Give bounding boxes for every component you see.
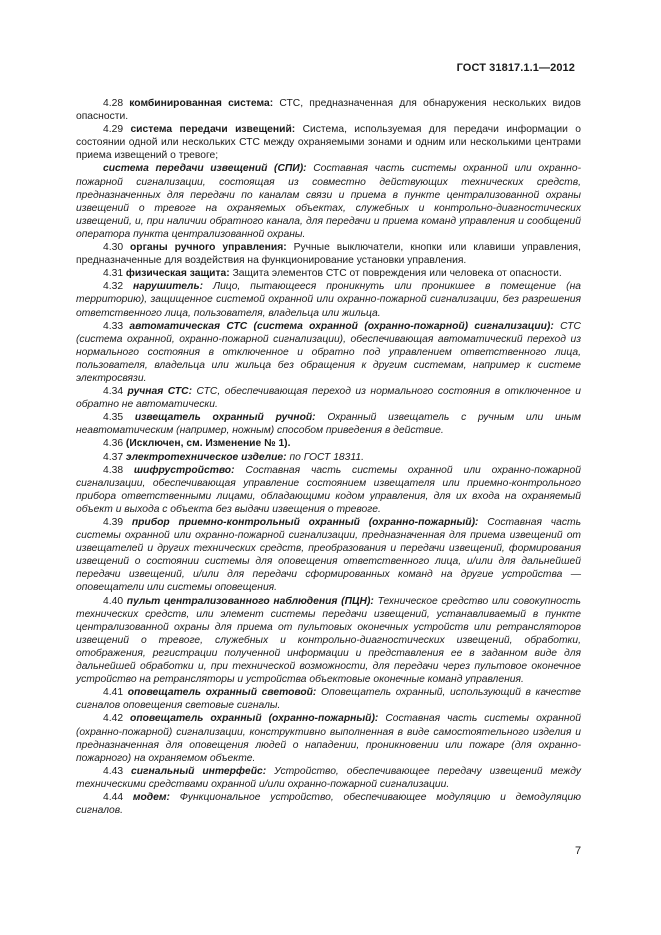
term: шифрустройство: <box>133 464 235 476</box>
term: автоматическая СТС (система охранной (охранно-пожарной) сигнализации): <box>129 320 554 332</box>
clause-number: 4.33 <box>103 320 124 332</box>
definition: по ГОСТ 18311. <box>289 451 364 463</box>
clause-number: 4.31 <box>103 268 124 280</box>
term: нарушитель: <box>133 281 204 293</box>
document-header: ГОСТ 31817.1.1—2012 <box>456 62 575 74</box>
paragraph-4-43 <box>76 765 581 791</box>
document-body <box>76 97 581 817</box>
paragraph-4-38 <box>76 464 581 516</box>
paragraph-4-39 <box>76 516 581 595</box>
definition: Составная часть системы охранной или охранно-пожарной сигнализации, обеспечивающая управление состоянием извещателя или приемно-контрольного прибора ответственными лицами, обладающими кодом управления, для их входа на охраняемый объект и выхода с объекта без выдачи извещения о тревоге. <box>76 464 581 515</box>
definition: Функциональное устройство, обеспечивающее модуляцию и демодуляцию сигналов. <box>76 791 581 817</box>
definition: Устройство, обеспечивающее передачу извещений между техническими средствами охранной и/или охранно-пожарной сигнализации. <box>76 765 581 790</box>
definition: Ручные выключатели, кнопки или клавиши управления, предназначенные для воздействия на функционирование установки управления. <box>76 242 581 267</box>
definition: Защита элементов СТС от повреждения или человека от опасности. <box>232 268 562 280</box>
clause-number: 4.37 <box>103 451 124 463</box>
clause-number: 4.36 <box>103 438 124 450</box>
term: извещатель охранный ручной: <box>134 412 316 424</box>
paragraph-4-40 <box>76 595 581 687</box>
paragraph-4-32 <box>76 280 581 319</box>
definition: СТС, обеспечивающая переход из нормального состояния в отключенное и обратно не автоматически. <box>76 386 581 411</box>
definition: Охранный извещатель с ручным или иным неавтоматическим (например, ножным) способом приведения в действие. <box>76 412 581 437</box>
paragraph-4-37 <box>76 451 581 464</box>
clause-number: 4.28 <box>103 98 124 109</box>
clause-number: 4.43 <box>103 765 124 777</box>
term: органы ручного управления: <box>130 242 287 254</box>
definition: Оповещатель охранный, использующий в качестве сигналов оповещения световые сигналы. <box>76 687 581 712</box>
clause-number: 4.35 <box>103 412 124 424</box>
term: пульт централизованного наблюдения (ПЦН): <box>126 595 374 607</box>
clause-number: 4.41 <box>103 687 124 699</box>
paragraph-4-29 <box>76 123 581 162</box>
definition: Техническое средство или совокупность технических средств, или элемент системы передачи извещений, устанавливаемый в пункте централизованной охраны для приема от пультовых оконечных устройств или ретрансляторов извещений о тревоге, служебных и контрольно-диагностических извещений, обработки, отображения, регистрации полученной информации и представления ее в заданном виде для дальнейшей обработки и, при технической возможности, для передачи через пультовое оконечное устройство на ретрансляторы и устройства объектовые оконечные команд управления. <box>76 595 581 686</box>
paragraph-4-34 <box>76 385 581 411</box>
paragraph-4-36 <box>76 437 581 450</box>
definition: Составная часть системы охранной (охранно-пожарной) сигнализации, конструктивно выполненная в виде самостоятельного изделия и предназначенная для оповещения людей о нападении, проникновении или пожаре (для охранно-пожарного) на охраняемом объекте. <box>76 713 581 764</box>
paragraph-4-31 <box>76 267 581 280</box>
paragraph-4-42 <box>76 712 581 764</box>
term: комбинированная система: <box>129 98 274 109</box>
clause-number: 4.29 <box>103 124 124 136</box>
definition: Лицо, пытающееся проникнуть или проникшее в помещение (на территорию), защищенное системой охранной или охранно-пожарной сигнализации, без разрешения ответственного лица, пользователя, владельца или жильца. <box>76 281 581 319</box>
definition: СТС, предназначенная для обнаружения нескольких видов опасности. <box>76 98 581 123</box>
paragraph-4-35 <box>76 411 581 437</box>
term: (Исключен, см. Изменение № 1). <box>125 438 291 450</box>
clause-number: 4.30 <box>103 242 124 254</box>
term: модем: <box>132 791 170 803</box>
term: система передачи извещений (СПИ): <box>103 163 307 175</box>
term: прибор приемно-контрольный охранный (охранно-пожарный): <box>131 517 479 528</box>
definition: СТС (система охранной, охранно-пожарной сигнализации), обеспечивающая автоматический переход из нормального состояния в отключенное и обратно под управлением ответственного лица, пользователя, владельца или жильца без обращения к другим системам, например к системе электросвязи. <box>76 320 581 384</box>
term: ручная СТС: <box>127 386 193 398</box>
paragraph-4-41 <box>76 686 581 712</box>
paragraph-4-33 <box>76 320 581 385</box>
paragraph-4-30 <box>76 241 581 267</box>
paragraph-4-29-alt <box>76 162 581 241</box>
clause-number: 4.38 <box>103 464 124 476</box>
definition: Составная часть системы охранной или охранно-пожарной сигнализации, предназначенная для приема извещений от извещателей и других технических средств, преобразования и передачи извещений, формирования извещений о состоянии системы для оповещения ответственного лица, и/или для дальнейшей передачи извещений, и/или для передачи сформированных команд на другие устройства — оповещатели или системы оповещения. <box>76 517 581 594</box>
term: сигнальный интерфейс: <box>131 765 267 777</box>
clause-number: 4.34 <box>103 386 124 398</box>
clause-number: 4.40 <box>103 595 124 607</box>
term: физическая защита: <box>125 268 230 280</box>
clause-number: 4.42 <box>103 713 124 725</box>
clause-number: 4.32 <box>103 281 124 293</box>
clause-number: 4.44 <box>103 791 124 803</box>
definition: Составная часть системы охранной или охранно-пожарной сигнализации, состоящая из совместно действующих технических средств, предназначенных для передачи по каналам связи и приема в пункте централизованной охраны извещений о тревоге на охраняемых объектах, служебных и контрольно-диагностических извещений, и, при наличии обратного канала, для передачи и приема команд управления и сообщений оператора пункта централизованной охраны. <box>76 163 581 240</box>
term: электротехническое изделие: <box>125 451 287 463</box>
term: оповещатель охранный световой: <box>127 687 317 699</box>
term: система передачи извещений: <box>130 124 296 136</box>
page-number: 7 <box>575 845 582 857</box>
definition: Система, используемая для передачи информации о состоянии одной или нескольких СТС между охраняемыми зонами и одним или несколькими центрами приема извещений о тревоге; <box>76 124 581 162</box>
term: оповещатель охранный (охранно-пожарный): <box>130 713 379 725</box>
paragraph-4-28 <box>76 97 581 123</box>
clause-number: 4.39 <box>103 517 124 528</box>
paragraph-4-44 <box>76 791 581 817</box>
